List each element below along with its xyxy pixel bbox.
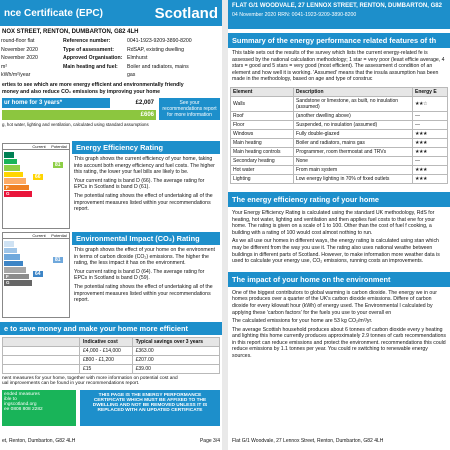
- rating-stars: ★★☆: [413, 96, 448, 111]
- features-table: Element Description Energy E Walls Sandstone or limestone, as built, no insulation (assumed) ★★☆ Roof (another dwelling above) — Floor Suspended, no insulation (assumed) — Windows Fully double-glazed ★★★ Main heating Boiler and radiators, mains gas ★★★ Main heating controls Programmer, room thermostat and TRVs ★★★ Secondary heating None — Hot water From main system ★★★ Lighting Low energy lighting in 70% of fixed outlets ★★★: [230, 87, 448, 184]
- table-row: £800 - £1,200 £207.00: [3, 356, 220, 365]
- impact-paragraph-3: The average Scottish household produces about 6 tonnes of carbon dioxide every y heating and lighting this home currently produces approximately 2.9 tonnes of carb recommendations in this report can reduce emissions and protect the environment. recommendations this could reduce emissions by 1.1 tonnes per year. You could re switching to renewable energy sources.: [232, 326, 446, 360]
- page-number: Page 3/4: [199, 438, 220, 444]
- energy-paragraph-1: Your Energy Efficiency Rating is calculated using the standard UK methodology, RdS for heating, hot water, lighting and ventilation and then applies fuel costs to that ene for your home. The rating is given on a scale of 1 to 100. Other than the cost of fuel f cooking, a building with a rating of 100 would cost almost nothing to run.: [232, 209, 436, 236]
- chart-current-header: Current: [32, 144, 46, 149]
- right-footer: Flat G/1 Woodvale, 27 Lennox Street, Renton, Dumbarton, G82 4LH: [232, 438, 384, 444]
- country-title: Scotland: [154, 4, 218, 22]
- table-row: £4,000 - £14,000 £363.00: [3, 347, 220, 356]
- band-g: G: [4, 191, 32, 197]
- epc-certificate-page: [0, 0, 222, 450]
- eer-title: Energy Efficiency Rating: [72, 141, 220, 154]
- details-row: kWh/m²/year gas: [1, 72, 136, 79]
- property-address: NOX STREET, RENTON, DUMBARTON, G82 4LH: [2, 29, 139, 35]
- summary-row-savings: [2, 110, 156, 120]
- cost-note-2: ual improvements can be found in your recommendations report.: [2, 381, 140, 386]
- header-date: 04 November 2020 RRN: 0041-1923-9209-3890-8200: [232, 12, 357, 18]
- impact-paragraph-1: One of the biggest contributors to global warming is carbon dioxide. The energy we in our homes produces over a quarter of the UK's carbon dioxide emissions. Differe of carbon dioxide for every kilowatt hour (kWh) of energy used. The Environmental I calculated by applying these 'carbon factors' for the fuels you use to your overall en: [232, 289, 437, 316]
- impact-paragraph-2: The calculated emissions for your home are 53 kg CO₂/m²/yr.: [232, 318, 373, 325]
- table-row: Roof (another dwelling above) —: [231, 111, 448, 120]
- table-row: Floor Suspended, no insulation (assumed) —: [231, 120, 448, 129]
- summary-row-3-years: ur home for 3 years* £2,007: [4, 100, 154, 107]
- three-year-cost: £2,007: [110, 98, 156, 108]
- website-link[interactable]: ingscotland.org: [4, 402, 37, 407]
- table-row: £15 £39.00: [3, 365, 220, 374]
- potential-savings: £606: [140, 112, 154, 119]
- certificate-header: [0, 0, 222, 26]
- details-row: round-floor flat Reference number: 0041-1923-9209-3890-8200: [1, 38, 192, 44]
- summary-features-text: This table sets out the results of the survey which lists the current energy-related fe is assessed by the national calculation methodology; 1 star = very poor (least efficie average, 4 stars = good and 5 stars = very good (most efficient). The assessment d condition of an element and how well it is working. 'Assumed' means that the insula assumption has been made in the methodology, based on age and type of construc: [232, 50, 445, 83]
- cost-note-1: nent measures for your home, together with more information on potential cost and: [2, 376, 178, 381]
- ei-title: Environmental Impact (CO₂) Rating: [72, 232, 220, 245]
- table-row: Main heating controls Programmer, room thermostat and TRVs ★★★: [231, 147, 448, 156]
- measures-cost-table: Indicative cost Typical savings over 3 years £4,000 - £14,000 £363.00 £800 - £1,200 £207.00 £15 £39.00: [2, 337, 220, 374]
- ei-potential-value: 81: [55, 257, 61, 263]
- header-address: FLAT G/1 WOODVALE, 27 LENNOX STREET, RENTON, DUMBARTON, G82: [232, 3, 442, 9]
- band-f: F: [4, 185, 29, 191]
- summary-features-title: Summary of the energy performance related features of th: [228, 33, 450, 48]
- recommendations-page: [228, 0, 450, 450]
- certificate-title: nce Certificate (EPC): [4, 7, 103, 19]
- summary-costs: [2, 98, 220, 120]
- chart-potential-header: Potential: [51, 144, 67, 149]
- see-recommendations-link[interactable]: See your recommendations report for more information: [159, 98, 220, 120]
- details-row: November 2020 Type of assessment: RdSAP, existing dwelling: [1, 46, 184, 53]
- green-advice-box: ended measures ible to ingscotland.org ee 0808 808 2282: [2, 390, 76, 426]
- ei-description: Environmental Impact (CO₂) Rating This graph shows the effect of your home on the environment in terms of carbon dioxide (CO₂) emissions. The higher the rating, the less impact it has on the environment. Your current rating is band D (64). The average rating for EPCs in Scotland is band D (59). The potential rating shows the effect of undertaking all of the improvement measures listed within your recommendations report.: [72, 232, 220, 306]
- table-row: Lighting Low energy lighting in 70% of fixed outlets ★★★: [231, 174, 448, 183]
- energy-paragraph-2: As we all use our homes in different ways, the energy rating is calculated using stan which may be different from the way you use it. The rating also uses national weathe between buildings in different parts of Scotland. However, to make information more weather data is used to calculate your energy use, CO₂ emissions, running costs an improvements.: [232, 238, 440, 265]
- eer-description: Energy Efficiency Rating This graph shows the current efficiency of your home, taking into account both energy efficiency and fuel costs. The higher this rating, the lower your fuel bills are likely to be. Your current rating is band D (66). The average rating for EPCs in Scotland is band D (61). The potential rating shows the effect of undertaking all of the improvement measures listed within your recommendations report.: [72, 141, 220, 215]
- details-table: [0, 37, 220, 80]
- environment-impact-title: The impact of your home on the environment: [228, 272, 450, 287]
- ei-current-value: 64: [35, 271, 41, 277]
- table-row: Main heating Boiler and radiators, mains gas ★★★: [231, 138, 448, 147]
- table-row: Windows Fully double-glazed ★★★: [231, 129, 448, 138]
- table-row: Walls Sandstone or limestone, as built, no insulation (assumed) ★★☆: [231, 96, 448, 111]
- intro-line-2: money and also reduce CO₂ emissions by improving your home: [2, 88, 160, 95]
- eer-chart: [2, 143, 70, 229]
- phone-number: ee 0808 808 2282: [4, 407, 43, 412]
- details-row: November 2020 Approved Organisation: Elmhurst: [1, 55, 148, 62]
- table-row: Secondary heating None —: [231, 156, 448, 165]
- eer-potential-value: 81: [55, 162, 61, 168]
- left-footer: et, Renton, Dumbarton, G82 4LH Page 3/4: [2, 438, 220, 444]
- certificate-warning: THIS PAGE IS THE ENERGY PERFORMANCE CERTIFICATE WHICH MUST BE AFFIXED TO THE DWELLING AND NOT BE REMOVED UNLESS IT IS REPLACED WITH AN UPDATED CERTIFICATE: [80, 390, 220, 426]
- ei-chart: Current Potential F G 64 81: [2, 232, 70, 318]
- table-row: Hot water From main system ★★★: [231, 165, 448, 174]
- energy-rating-title: The energy efficiency rating of your home: [228, 192, 450, 207]
- report-header: [228, 0, 450, 29]
- save-money-title: e to save money and make your home more efficient: [0, 322, 222, 335]
- eer-current-value: 66: [35, 174, 41, 180]
- details-row: m² Main heating and fuel: Boiler and radiators, mains: [1, 63, 189, 70]
- summary-note: g, hot water, lighting and ventilation, calculated using standard assumptions: [2, 122, 149, 128]
- intro-line-1: erties to see which are more energy efficient and environmentally friendly: [2, 81, 184, 88]
